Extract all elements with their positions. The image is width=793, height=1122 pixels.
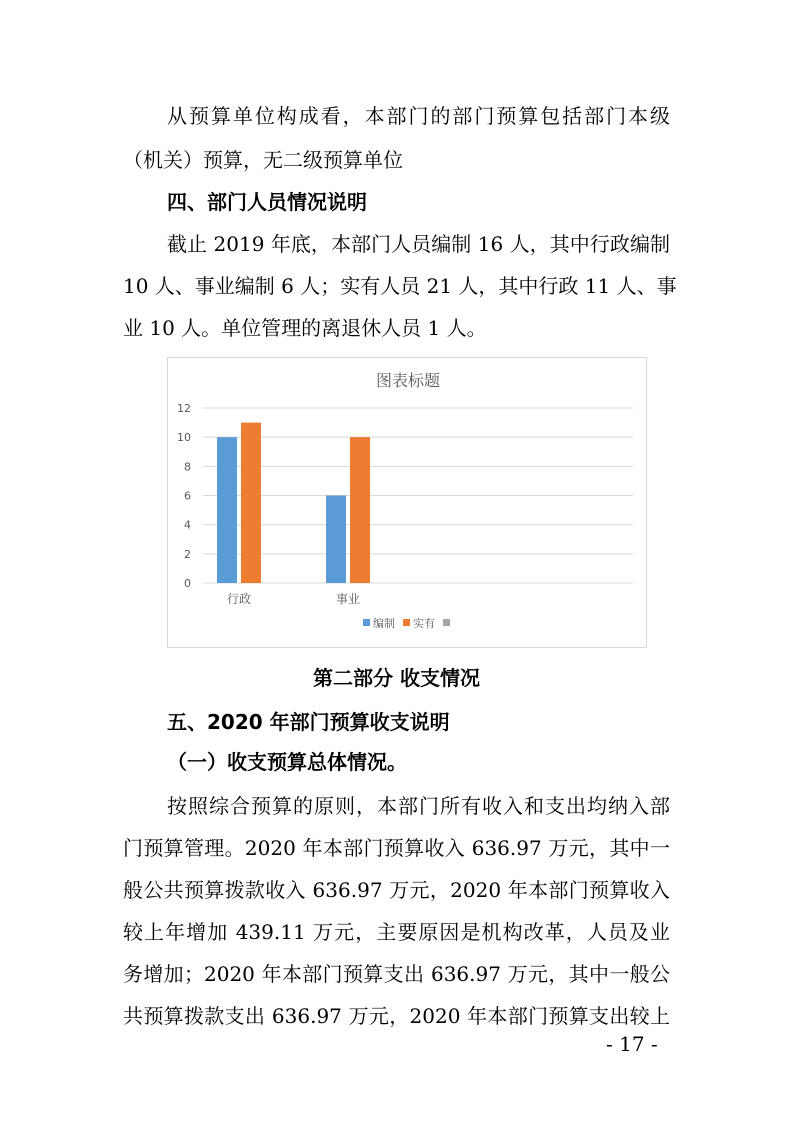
y-tick-label: 8 bbox=[184, 460, 191, 474]
legend-label: 编制 bbox=[373, 617, 395, 630]
x-tick-label: 事业 bbox=[335, 592, 361, 606]
bar-编制-行政 bbox=[217, 437, 237, 583]
section-heading-5: 五、2020 年部门预算收支说明 bbox=[167, 710, 450, 734]
paragraph-line: 较上年增加 439.11 万元，主要原因是机构改革，人员及业 bbox=[123, 920, 670, 944]
paragraph-line: 业 10 人。单位管理的离退休人员 1 人。 bbox=[123, 316, 487, 340]
legend-swatch bbox=[403, 619, 410, 626]
bar-编制-事业 bbox=[326, 496, 346, 584]
paragraph-line: 截止 2019 年底，本部门人员编制 16 人，其中行政编制 bbox=[167, 232, 670, 256]
part-title: 第二部分 收支情况 bbox=[313, 666, 480, 690]
bar-实有-事业 bbox=[350, 437, 370, 583]
y-tick-label: 4 bbox=[184, 518, 191, 532]
paragraph-line: 般公共预算拨款收入 636.97 万元，2020 年本部门预算收入 bbox=[123, 878, 670, 902]
paragraph-line: 共预算拨款支出 636.97 万元，2020 年本部门预算支出较上 bbox=[123, 1004, 670, 1028]
y-tick-label: 2 bbox=[184, 547, 191, 561]
paragraph-line: 门预算管理。2020 年本部门预算收入 636.97 万元，其中一 bbox=[123, 836, 670, 860]
paragraph-line: （机关）预算，无二级预算单位 bbox=[123, 148, 403, 172]
paragraph-line: 按照综合预算的原则，本部门所有收入和支出均纳入部 bbox=[167, 794, 670, 818]
bar-实有-行政 bbox=[241, 423, 261, 583]
section-heading-4: 四、部门人员情况说明 bbox=[167, 190, 367, 214]
legend-label: 实有 bbox=[413, 617, 435, 630]
chart-canvas bbox=[168, 358, 648, 649]
paragraph-line: 从预算单位构成看，本部门的部门预算包括部门本级 bbox=[167, 104, 670, 128]
x-tick-label: 行政 bbox=[226, 592, 252, 606]
y-tick-label: 6 bbox=[184, 489, 191, 503]
subsection-heading: （一）收支预算总体情况。 bbox=[167, 750, 407, 774]
bar-chart bbox=[167, 357, 647, 648]
y-tick-label: 12 bbox=[177, 402, 191, 415]
paragraph-line: 务增加；2020 年本部门预算支出 636.97 万元，其中一般公 bbox=[123, 962, 670, 986]
paragraph-line: 10 人、事业编制 6 人；实有人员 21 人，其中行政 11 人、事 bbox=[123, 274, 677, 298]
y-tick-label: 0 bbox=[184, 577, 191, 590]
chart-title: 图表标题 bbox=[375, 371, 441, 390]
page-number: - 17 - bbox=[606, 1032, 658, 1056]
legend-swatch bbox=[363, 619, 370, 626]
y-tick-label: 10 bbox=[177, 431, 191, 445]
legend-swatch bbox=[443, 619, 450, 626]
